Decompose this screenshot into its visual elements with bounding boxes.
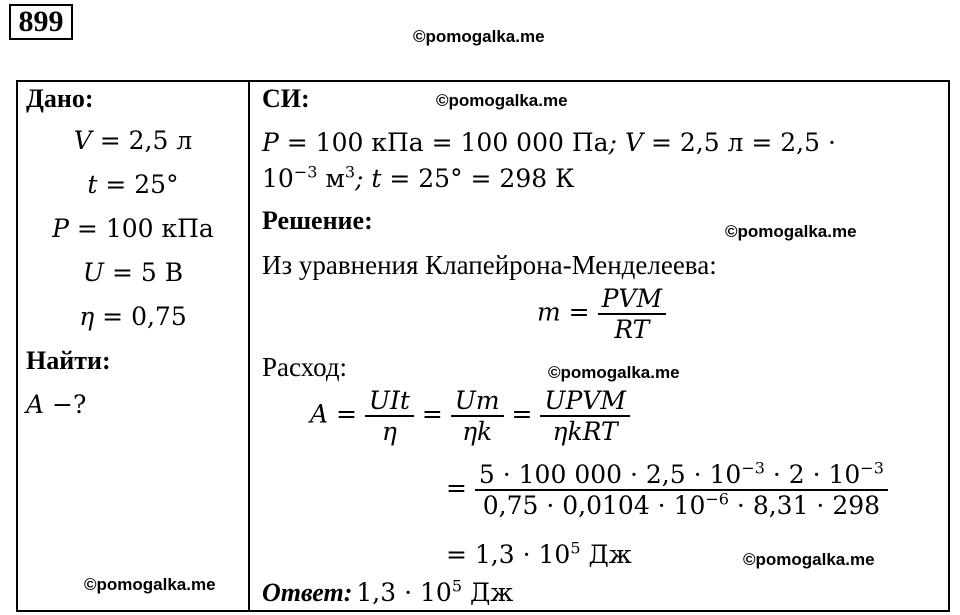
watermark: ©pomogalka.me — [84, 575, 216, 594]
find-heading: Найти: — [26, 346, 111, 375]
formula-substitution: = $\frac{5 \cdot 100 000 \cdot 2,5 \cdot 10^{-3} \cdot 2 \cdot 10^{-3}}{0,75 \cdot 0,0104 \cdot 10^{-6} \cdot 8,31 \cdot 298}$ — [446, 460, 888, 520]
watermark: ©pomogalka.me — [436, 91, 568, 110]
given-eta: η = 0,75 — [79, 302, 187, 331]
given-heading: Дано: — [26, 84, 94, 113]
watermark: ©pomogalka.me — [743, 550, 875, 569]
solution-intro: Из уравнения Клапейрона-Менделеева: — [262, 250, 717, 280]
answer-label: Ответ: — [262, 578, 353, 607]
column-divider — [248, 80, 250, 612]
answer-value: $1,3 \cdot 10^5$ Дж — [356, 576, 514, 607]
formula-result: = $1,3 \cdot 10^5$ Дж — [446, 538, 632, 569]
given-V: V = 2,5 л — [73, 126, 193, 155]
rashod-label: Расход: — [262, 352, 348, 382]
watermark: ©pomogalka.me — [725, 222, 857, 241]
problem-number: 899 — [9, 4, 73, 40]
formula-mass: m = $\frac{\text{PVM}}{RT}$ — [537, 284, 666, 344]
answer-line — [262, 578, 513, 608]
given-P: P = 100 кПа — [52, 214, 214, 243]
watermark: ©pomogalka.me — [413, 27, 545, 46]
si-heading: СИ: — [262, 84, 310, 113]
formula-work: A = $\frac{\text{UIt}}{\eta}$ = $\frac{Um}{\eta k}$ = $\frac{\text{UPVM}}{\text{ηkRT}}$ — [310, 386, 630, 446]
solution-heading: Решение: — [262, 206, 373, 235]
si-line-1: P = 100 кПа = 100 000 Па; V = 2,5 л = 2,5 · — [262, 128, 836, 157]
given-t: t = 25° — [87, 170, 179, 199]
solution-table — [16, 80, 950, 612]
find-expr: A −? — [26, 390, 87, 419]
given-U: U = 5 В — [82, 258, 184, 287]
watermark: ©pomogalka.me — [548, 363, 680, 382]
si-line-2: $10^{-3}$ $м^3$; t = 25° = 298 К — [262, 162, 575, 193]
